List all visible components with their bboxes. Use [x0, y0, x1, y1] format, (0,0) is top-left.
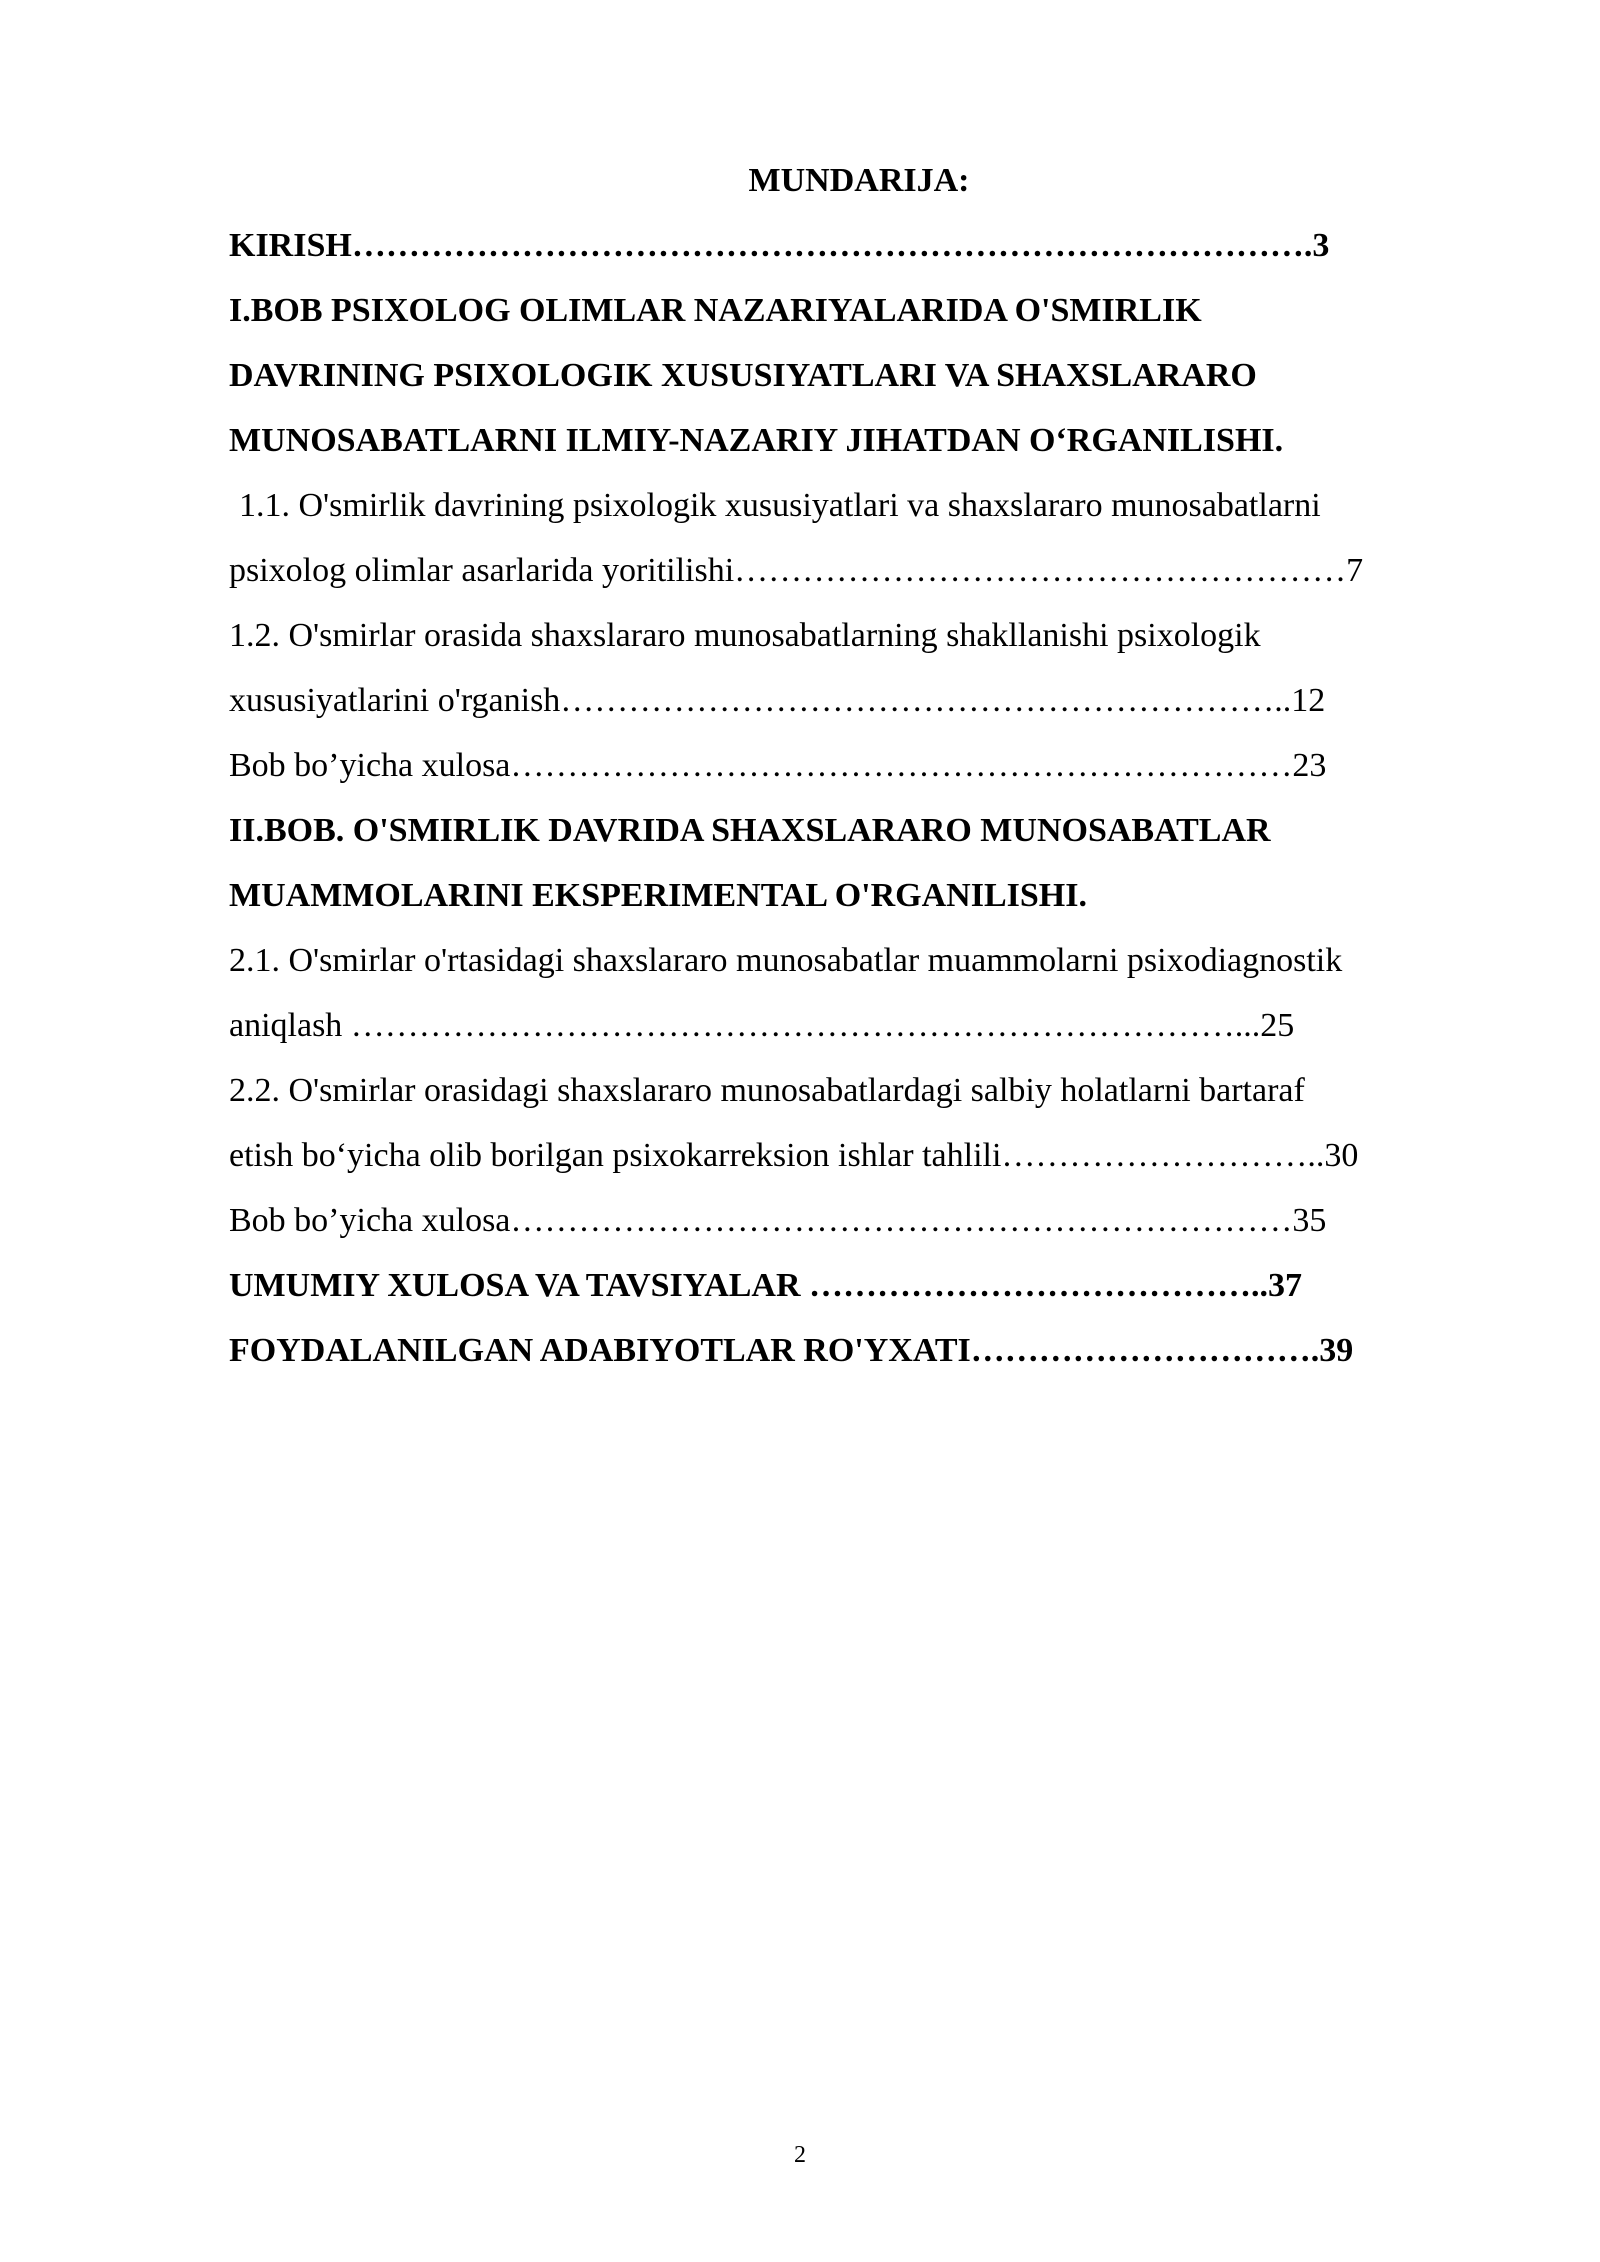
chapter-1-heading-line-1: I.BOB PSIXOLOG OLIMLAR NAZARIYALARIDA O'SMIRLIK — [229, 292, 1202, 329]
section-2-2-line-1: 2.2. O'smirlar orasidagi shaxslararo munosabatlardagi salbiy holatlarni bartaraf — [229, 1072, 1305, 1109]
table-of-contents — [229, 148, 1489, 1383]
chapter-2-heading-line-2: MUAMMOLARINI EKSPERIMENTAL O'RGANILISHI. — [229, 877, 1087, 914]
toc-entry-general-conclusion: UMUMIY XULOSA VA TAVSIYALAR …………………………………..37 — [229, 1267, 1303, 1304]
section-1-1-line-1: 1.1. O'smirlik davrining psixologik xususiyatlari va shaxslararo munosabatlarni — [239, 487, 1321, 524]
chapter-2-heading-line-1: II.BOB. O'SMIRLIK DAVRIDA SHAXSLARARO MUNOSABATLAR — [229, 812, 1271, 849]
toc-title: MUNDARIJA: — [748, 162, 970, 199]
chapter-1-heading-line-3: MUNOSABATLARNI ILMIY-NAZARIY JIHATDAN O‘RGANILISHI. — [229, 422, 1284, 459]
section-1-1-line-2: psixolog olimlar asarlarida yoritilishi………………………………………………7 — [229, 552, 1364, 589]
section-1-2-line-2: xususiyatlarini o'rganish………………………………………………………..12 — [229, 682, 1326, 719]
toc-entry-introduction: KIRISH………………………………………………………………………….3 — [229, 227, 1330, 264]
chapter-2-conclusion: Bob bo’yicha xulosa……………………………………………………………35 — [229, 1202, 1327, 1239]
section-2-2-line-2: etish bo‘yicha olib borilgan psixokarreksion ishlar tahlili………………………..30 — [229, 1137, 1359, 1174]
page-number: 2 — [794, 2142, 806, 2168]
section-2-1-line-1: 2.1. O'smirlar o'rtasidagi shaxslararo munosabatlar muammolarni psixodiagnostik — [229, 942, 1343, 979]
section-2-1-line-2: aniqlash ……………………………………………………………………...25 — [229, 1007, 1295, 1044]
toc-entry-references: FOYDALANILGAN ADABIYOTLAR RO'YXATI………………………….39 — [229, 1332, 1354, 1369]
chapter-1-conclusion: Bob bo’yicha xulosa……………………………………………………………23 — [229, 747, 1327, 784]
section-1-2-line-1: 1.2. O'smirlar orasida shaxslararo munosabatlarning shakllanishi psixologik — [229, 617, 1261, 654]
chapter-1-heading-line-2: DAVRINING PSIXOLOGIK XUSUSIYATLARI VA SHAXSLARARO — [229, 357, 1257, 394]
